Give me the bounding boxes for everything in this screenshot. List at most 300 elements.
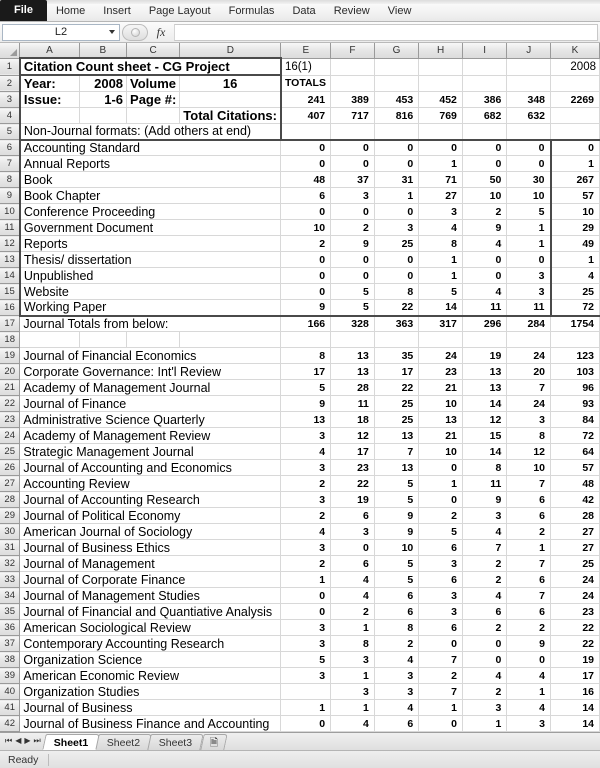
cell-journal-name[interactable]: Journal of Corporate Finance (20, 572, 281, 588)
cell-row4-issue-5[interactable]: 682 (462, 108, 506, 124)
ribbon-tab-home[interactable]: Home (55, 5, 86, 17)
cell-format-total[interactable]: 1 (551, 252, 600, 268)
cell-format-value[interactable]: 0 (507, 140, 551, 156)
cell-journal-name[interactable]: Contemporary Accounting Research (20, 636, 281, 652)
name-box[interactable] (2, 24, 120, 41)
cell-journal-value[interactable]: 1 (462, 716, 506, 732)
nav-next-icon[interactable]: ▶ (24, 736, 31, 745)
cell-row4-issue-6[interactable]: 632 (507, 108, 551, 124)
row-header-26[interactable]: 26 (0, 460, 20, 476)
cell-format-value[interactable]: 6 (281, 188, 331, 204)
cell-journal-name[interactable]: Journal of Business Finance and Accounting (20, 716, 281, 732)
cell-journal-value[interactable]: 1 (507, 540, 551, 556)
cell-format-value[interactable]: 25 (374, 236, 418, 252)
cell-blank[interactable] (331, 332, 375, 348)
cell-journal-value[interactable]: 12 (331, 428, 375, 444)
cell-format-value[interactable]: 2 (462, 204, 506, 220)
cell-journal-name[interactable]: Organization Science (20, 652, 281, 668)
cell-format-value[interactable]: 10 (281, 220, 331, 236)
cell-format-value[interactable]: 10 (507, 188, 551, 204)
cell-journal-value[interactable]: 14 (462, 444, 506, 460)
cell-blank[interactable] (79, 108, 126, 124)
cell-journal-totals-value[interactable]: 328 (331, 316, 375, 332)
row-header-6[interactable]: 6 (0, 140, 20, 156)
cell-journal-value[interactable]: 10 (507, 460, 551, 476)
cell-journal-value[interactable]: 13 (331, 348, 375, 364)
cell-journal-total[interactable]: 14 (551, 716, 600, 732)
sheet-tab-sheet3[interactable] (148, 734, 205, 750)
row-header-35[interactable]: 35 (0, 604, 20, 620)
cell-journal-name[interactable]: Journal of Finance (20, 396, 281, 412)
column-header-H[interactable]: H (419, 43, 463, 58)
cell-journal-value[interactable]: 8 (331, 636, 375, 652)
cell-journal-value[interactable]: 3 (281, 492, 331, 508)
cell-journal-value[interactable]: 24 (507, 396, 551, 412)
cell-issue-value[interactable]: 1-6 (79, 92, 126, 108)
row-header-23[interactable]: 23 (0, 412, 20, 428)
row-header-39[interactable]: 39 (0, 668, 20, 684)
cell-row3-issue-1[interactable]: 241 (281, 92, 331, 108)
cell-blank[interactable] (374, 75, 418, 92)
cell-journal-total[interactable]: 19 (551, 652, 600, 668)
nav-prev-icon[interactable]: ◀ (15, 736, 22, 745)
cell-journal-value[interactable]: 2 (462, 556, 506, 572)
cell-journal-value[interactable]: 7 (507, 380, 551, 396)
column-header-B[interactable]: B (79, 43, 126, 58)
cell-format-label[interactable]: Website (20, 284, 281, 300)
cell-row3-issue-2[interactable]: 389 (331, 92, 375, 108)
cell-format-total[interactable]: 10 (551, 204, 600, 220)
column-header-C[interactable]: C (127, 43, 180, 58)
cell-page-label[interactable]: Page #: (127, 92, 180, 108)
cell-journal-value[interactable]: 6 (374, 588, 418, 604)
cell-format-total[interactable]: 49 (551, 236, 600, 252)
cell-journal-total[interactable]: 24 (551, 572, 600, 588)
cell-format-value[interactable]: 0 (331, 204, 375, 220)
cell-journal-totals-value[interactable]: 363 (374, 316, 418, 332)
cell-format-value[interactable]: 1 (507, 236, 551, 252)
row-header-31[interactable]: 31 (0, 540, 20, 556)
cell-journal-value[interactable]: 22 (374, 380, 418, 396)
cell-journal-value[interactable]: 4 (507, 700, 551, 716)
cell-journal-value[interactable]: 8 (462, 460, 506, 476)
cell-journal-value[interactable]: 0 (462, 652, 506, 668)
cell-journal-total[interactable]: 25 (551, 556, 600, 572)
cell-format-label[interactable]: Conference Proceeding (20, 204, 281, 220)
cell-format-value[interactable]: 0 (374, 140, 418, 156)
column-header-K[interactable]: K (551, 43, 600, 58)
cell-journal-value[interactable]: 2 (462, 620, 506, 636)
cell-journal-value[interactable]: 0 (419, 492, 463, 508)
cell-journal-totals-value[interactable]: 166 (281, 316, 331, 332)
cell-format-value[interactable]: 0 (331, 252, 375, 268)
cell-journal-value[interactable]: 2 (462, 572, 506, 588)
cell-format-value[interactable]: 3 (331, 188, 375, 204)
row-header-18[interactable]: 18 (0, 332, 20, 348)
cell-journal-value[interactable]: 1 (281, 700, 331, 716)
cell-format-value[interactable]: 0 (281, 140, 331, 156)
cell-format-value[interactable]: 1 (374, 188, 418, 204)
cell-format-value[interactable]: 48 (281, 172, 331, 188)
fx-icon[interactable]: fx (156, 24, 166, 39)
cell-journal-value[interactable]: 18 (331, 412, 375, 428)
cell-journal-value[interactable]: 25 (374, 412, 418, 428)
cell-year-label[interactable]: Year: (20, 75, 79, 92)
cell-format-value[interactable]: 2 (331, 220, 375, 236)
cell-journal-name[interactable]: Administrative Science Quarterly (20, 412, 281, 428)
cell-journal-value[interactable]: 1 (331, 668, 375, 684)
cell-journal-total[interactable]: 103 (551, 364, 600, 380)
cell-journal-value[interactable]: 17 (374, 364, 418, 380)
row-header-38[interactable]: 38 (0, 652, 20, 668)
cell-volume-value[interactable]: 16 (180, 75, 281, 92)
cell-format-value[interactable]: 11 (507, 300, 551, 316)
cell-journal-totals-total[interactable]: 1754 (551, 316, 600, 332)
row-header-42[interactable]: 42 (0, 716, 20, 732)
cell-journal-value[interactable]: 2 (507, 524, 551, 540)
cell-blank[interactable] (419, 58, 463, 75)
cell-journal-value[interactable]: 13 (374, 460, 418, 476)
cell-journal-value[interactable]: 23 (419, 364, 463, 380)
cell-format-value[interactable]: 1 (419, 252, 463, 268)
cell-journal-value[interactable]: 9 (374, 508, 418, 524)
cell-journal-name[interactable]: Journal of Financial and Quantiative Analysis (20, 604, 281, 620)
cell-journal-value[interactable]: 4 (331, 716, 375, 732)
cell-format-label[interactable]: Government Document (20, 220, 281, 236)
cell-format-value[interactable]: 0 (331, 268, 375, 284)
cell-journal-value[interactable]: 11 (462, 476, 506, 492)
cell-journal-value[interactable]: 10 (419, 396, 463, 412)
cell-format-total[interactable]: 267 (551, 172, 600, 188)
cell-journal-value[interactable]: 20 (507, 364, 551, 380)
cell-journal-value[interactable]: 2 (419, 508, 463, 524)
cell-journal-total[interactable]: 64 (551, 444, 600, 460)
ribbon-tab-insert[interactable]: Insert (103, 5, 131, 17)
cell-format-value[interactable]: 3 (374, 220, 418, 236)
cell-format-value[interactable]: 0 (281, 204, 331, 220)
cell-journal-value[interactable]: 11 (331, 396, 375, 412)
cell-journal-value[interactable]: 6 (331, 556, 375, 572)
cell-format-total[interactable]: 1 (551, 156, 600, 172)
cell-journal-value[interactable]: 6 (374, 716, 418, 732)
cell-journal-value[interactable]: 2 (331, 604, 375, 620)
cell-format-label[interactable]: Reports (20, 236, 281, 252)
row-header-27[interactable]: 27 (0, 476, 20, 492)
cell-journal-total[interactable]: 27 (551, 540, 600, 556)
cell-journal-value[interactable]: 3 (507, 412, 551, 428)
cell-journal-value[interactable]: 8 (374, 620, 418, 636)
spreadsheet-grid[interactable] (0, 43, 600, 732)
cell-blank[interactable] (551, 124, 600, 140)
cell-journal-total[interactable]: 16 (551, 684, 600, 700)
cell-journal-value[interactable]: 4 (281, 444, 331, 460)
column-header-D[interactable]: D (180, 43, 281, 58)
cell-format-value[interactable]: 0 (507, 156, 551, 172)
cell-journal-totals-value[interactable]: 317 (419, 316, 463, 332)
cell-format-total[interactable]: 4 (551, 268, 600, 284)
row-header-41[interactable]: 41 (0, 700, 20, 716)
ribbon-tab-review[interactable]: Review (333, 5, 370, 17)
cell-totals-word[interactable]: TOTALS (281, 75, 331, 92)
cell-journal-value[interactable]: 5 (419, 524, 463, 540)
cell-journal-name[interactable]: Journal of Business (20, 700, 281, 716)
cell-blank[interactable] (507, 332, 551, 348)
cell-format-value[interactable]: 0 (419, 140, 463, 156)
cell-format-value[interactable]: 8 (374, 284, 418, 300)
cell-format-value[interactable]: 0 (462, 252, 506, 268)
cell-format-value[interactable]: 1 (507, 220, 551, 236)
cell-journal-value[interactable]: 3 (462, 700, 506, 716)
cell-journal-value[interactable]: 1 (331, 700, 375, 716)
cell-journal-value[interactable]: 13 (462, 380, 506, 396)
cell-journal-value[interactable]: 6 (374, 604, 418, 620)
cell-blank[interactable] (127, 332, 180, 348)
cell-format-value[interactable]: 3 (507, 268, 551, 284)
cell-format-value[interactable]: 0 (281, 268, 331, 284)
cell-journal-value[interactable]: 6 (507, 508, 551, 524)
column-header-A[interactable]: A (20, 43, 79, 58)
row-header-33[interactable]: 33 (0, 572, 20, 588)
cell-journal-value[interactable]: 2 (281, 508, 331, 524)
row-header-20[interactable]: 20 (0, 364, 20, 380)
cell-format-total[interactable]: 29 (551, 220, 600, 236)
cell-row4-issue-2[interactable]: 717 (331, 108, 375, 124)
cell-journal-value[interactable]: 15 (462, 428, 506, 444)
cell-format-total[interactable]: 25 (551, 284, 600, 300)
cell-journal-totals-value[interactable]: 284 (507, 316, 551, 332)
cell-journal-value[interactable]: 35 (374, 348, 418, 364)
cell-journal-value[interactable]: 4 (281, 524, 331, 540)
cell-journal-value[interactable]: 7 (507, 556, 551, 572)
cell-format-label[interactable]: Annual Reports (20, 156, 281, 172)
cell-format-label[interactable]: Unpublished (20, 268, 281, 284)
cell-blank[interactable] (281, 124, 331, 140)
row-header-34[interactable]: 34 (0, 588, 20, 604)
cell-journal-value[interactable]: 0 (419, 716, 463, 732)
cell-journal-value[interactable]: 1 (419, 700, 463, 716)
row-header-4[interactable]: 4 (0, 108, 20, 124)
cell-journal-value[interactable]: 2 (374, 636, 418, 652)
cell-format-value[interactable]: 0 (462, 268, 506, 284)
cell-journal-value[interactable]: 8 (507, 428, 551, 444)
cell-journal-value[interactable]: 5 (374, 492, 418, 508)
cell-row3-issue-5[interactable]: 386 (462, 92, 506, 108)
cell-journal-value[interactable]: 3 (462, 508, 506, 524)
cell-journal-value[interactable]: 19 (331, 492, 375, 508)
cell-journal-value[interactable]: 3 (374, 668, 418, 684)
cell-journal-value[interactable]: 0 (281, 716, 331, 732)
cell-blank[interactable] (419, 75, 463, 92)
cell-nonjournal-note[interactable]: Non-Journal formats: (Add others at end) (20, 124, 281, 140)
cell-format-value[interactable]: 5 (419, 284, 463, 300)
cell-journal-totals-value[interactable]: 296 (462, 316, 506, 332)
cell-journal-total[interactable]: 28 (551, 508, 600, 524)
row-header-8[interactable]: 8 (0, 172, 20, 188)
cell-journal-value[interactable]: 13 (331, 364, 375, 380)
row-header-15[interactable]: 15 (0, 284, 20, 300)
cell-journal-value[interactable]: 7 (462, 540, 506, 556)
cell-blank[interactable] (331, 58, 375, 75)
cell-blank[interactable] (20, 108, 79, 124)
cell-header-year-total[interactable]: 2008 (551, 58, 600, 75)
cell-blank[interactable] (551, 75, 600, 92)
chevron-down-icon[interactable] (109, 30, 115, 34)
cell-journal-value[interactable]: 7 (507, 588, 551, 604)
cell-journal-value[interactable]: 28 (331, 380, 375, 396)
cell-journal-value[interactable]: 3 (281, 428, 331, 444)
cell-journal-value[interactable]: 9 (507, 636, 551, 652)
cell-blank[interactable] (20, 332, 79, 348)
cell-journal-total[interactable]: 96 (551, 380, 600, 396)
cell-format-value[interactable]: 11 (462, 300, 506, 316)
cell-journal-value[interactable]: 1 (331, 620, 375, 636)
cell-journal-total[interactable]: 24 (551, 588, 600, 604)
cell-journal-value[interactable]: 3 (331, 524, 375, 540)
cell-format-value[interactable]: 0 (374, 252, 418, 268)
cell-format-value[interactable]: 3 (507, 284, 551, 300)
cell-blank[interactable] (507, 124, 551, 140)
row-header-2[interactable]: 2 (0, 75, 20, 92)
cell-blank[interactable] (419, 332, 463, 348)
cell-journal-value[interactable]: 0 (419, 636, 463, 652)
row-header-22[interactable]: 22 (0, 396, 20, 412)
cell-journal-value[interactable]: 6 (419, 620, 463, 636)
cell-journal-value[interactable]: 3 (419, 588, 463, 604)
cell-journal-value[interactable]: 4 (462, 588, 506, 604)
cell-journal-value[interactable]: 3 (281, 540, 331, 556)
cell-blank[interactable] (462, 58, 506, 75)
cell-journal-name[interactable]: Journal of Business Ethics (20, 540, 281, 556)
cell-format-value[interactable]: 71 (419, 172, 463, 188)
cell-journal-total[interactable]: 14 (551, 700, 600, 716)
cell-journal-total[interactable]: 42 (551, 492, 600, 508)
cell-journal-value[interactable]: 6 (507, 492, 551, 508)
cell-journal-name[interactable]: Journal of Accounting Research (20, 492, 281, 508)
cell-journal-name[interactable]: Journal of Management Studies (20, 588, 281, 604)
nav-first-icon[interactable]: ⏮ (5, 736, 13, 745)
cell-journal-value[interactable]: 25 (374, 396, 418, 412)
cell-journal-value[interactable]: 5 (374, 572, 418, 588)
cell-journal-value[interactable]: 5 (281, 380, 331, 396)
cell-journal-value[interactable]: 6 (507, 572, 551, 588)
cell-format-value[interactable]: 0 (281, 284, 331, 300)
cell-format-value[interactable]: 0 (507, 252, 551, 268)
cell-journal-value[interactable]: 3 (419, 556, 463, 572)
cell-journal-value[interactable]: 7 (419, 652, 463, 668)
cell-journal-value[interactable]: 12 (507, 444, 551, 460)
cell-journal-total[interactable]: 17 (551, 668, 600, 684)
cell-journal-value[interactable]: 9 (462, 492, 506, 508)
cell-journal-value[interactable]: 3 (281, 668, 331, 684)
cell-blank[interactable] (331, 75, 375, 92)
cell-journal-name[interactable]: Academy of Management Journal (20, 380, 281, 396)
cell-format-value[interactable]: 0 (462, 156, 506, 172)
cell-journal-name[interactable]: American Journal of Sociology (20, 524, 281, 540)
cell-journal-value[interactable]: 21 (419, 428, 463, 444)
cell-journal-value[interactable]: 12 (462, 412, 506, 428)
cell-journal-value[interactable]: 22 (331, 476, 375, 492)
cell-journal-value[interactable]: 5 (374, 556, 418, 572)
cell-blank[interactable] (180, 332, 281, 348)
cell-format-value[interactable]: 0 (331, 156, 375, 172)
cell-journal-value[interactable]: 0 (281, 604, 331, 620)
cell-format-value[interactable]: 22 (374, 300, 418, 316)
cell-journal-value[interactable]: 4 (374, 652, 418, 668)
cell-format-value[interactable]: 9 (281, 300, 331, 316)
cell-journal-total[interactable]: 22 (551, 636, 600, 652)
cell-journal-value[interactable]: 6 (419, 540, 463, 556)
row-header-16[interactable]: 16 (0, 300, 20, 316)
cell-journal-value[interactable]: 14 (462, 396, 506, 412)
cell-blank[interactable] (79, 332, 126, 348)
cell-blank[interactable] (331, 124, 375, 140)
cell-journal-name[interactable]: Academy of Management Review (20, 428, 281, 444)
cell-format-label[interactable]: Book Chapter (20, 188, 281, 204)
cell-journal-name[interactable]: Corporate Governance: Int'l Review (20, 364, 281, 380)
cell-volume-label[interactable]: Volume (127, 75, 180, 92)
cell-format-value[interactable]: 0 (374, 156, 418, 172)
row-header-36[interactable]: 36 (0, 620, 20, 636)
cell-journal-value[interactable]: 4 (462, 524, 506, 540)
cell-journal-total[interactable]: 72 (551, 428, 600, 444)
cell-journal-total[interactable]: 27 (551, 524, 600, 540)
cell-format-value[interactable]: 9 (462, 220, 506, 236)
cell-journal-value[interactable]: 3 (331, 652, 375, 668)
cell-journal-value[interactable]: 19 (462, 348, 506, 364)
cell-row3-issue-4[interactable]: 452 (419, 92, 463, 108)
cell-format-total[interactable]: 0 (551, 140, 600, 156)
cell-row3-issue-3[interactable]: 453 (374, 92, 418, 108)
cell-journal-value[interactable]: 13 (281, 412, 331, 428)
cell-journal-value[interactable]: 7 (507, 476, 551, 492)
cell-journal-value[interactable]: 10 (374, 540, 418, 556)
cell-format-value[interactable]: 30 (507, 172, 551, 188)
cell-journal-total[interactable]: 23 (551, 604, 600, 620)
row-header-29[interactable]: 29 (0, 508, 20, 524)
cell-journal-name[interactable]: Journal of Management (20, 556, 281, 572)
cell-journal-value[interactable]: 3 (331, 684, 375, 700)
row-header-21[interactable]: 21 (0, 380, 20, 396)
cell-journal-value[interactable]: 3 (281, 620, 331, 636)
cell-format-value[interactable]: 4 (419, 220, 463, 236)
cell-journal-value[interactable]: 6 (507, 604, 551, 620)
row-header-30[interactable]: 30 (0, 524, 20, 540)
row-header-19[interactable]: 19 (0, 348, 20, 364)
cell-format-value[interactable]: 27 (419, 188, 463, 204)
cell-journal-value[interactable]: 0 (507, 652, 551, 668)
cell-journal-name[interactable]: American Sociological Review (20, 620, 281, 636)
formula-input[interactable] (174, 24, 598, 41)
row-header-28[interactable]: 28 (0, 492, 20, 508)
cell-format-value[interactable]: 0 (462, 140, 506, 156)
cell-journal-value[interactable]: 2 (281, 556, 331, 572)
cell-format-total[interactable]: 57 (551, 188, 600, 204)
cell-row4-issue-4[interactable]: 769 (419, 108, 463, 124)
cell-journal-name[interactable]: American Economic Review (20, 668, 281, 684)
column-header-I[interactable]: I (462, 43, 506, 58)
cell-journal-totals-label[interactable]: Journal Totals from below: (20, 316, 281, 332)
cell-format-label[interactable]: Accounting Standard (20, 140, 281, 156)
cell-issue-label[interactable]: Issue: (20, 92, 79, 108)
column-header-E[interactable]: E (281, 43, 331, 58)
cell-journal-total[interactable]: 57 (551, 460, 600, 476)
cell-format-label[interactable]: Book (20, 172, 281, 188)
cell-journal-value[interactable]: 1 (419, 476, 463, 492)
cell-total-citations-label[interactable]: Total Citations: (180, 108, 281, 124)
ribbon-tab-file[interactable]: File (0, 0, 47, 21)
ribbon-tab-page-layout[interactable]: Page Layout (148, 5, 211, 17)
cell-journal-value[interactable]: 1 (507, 684, 551, 700)
